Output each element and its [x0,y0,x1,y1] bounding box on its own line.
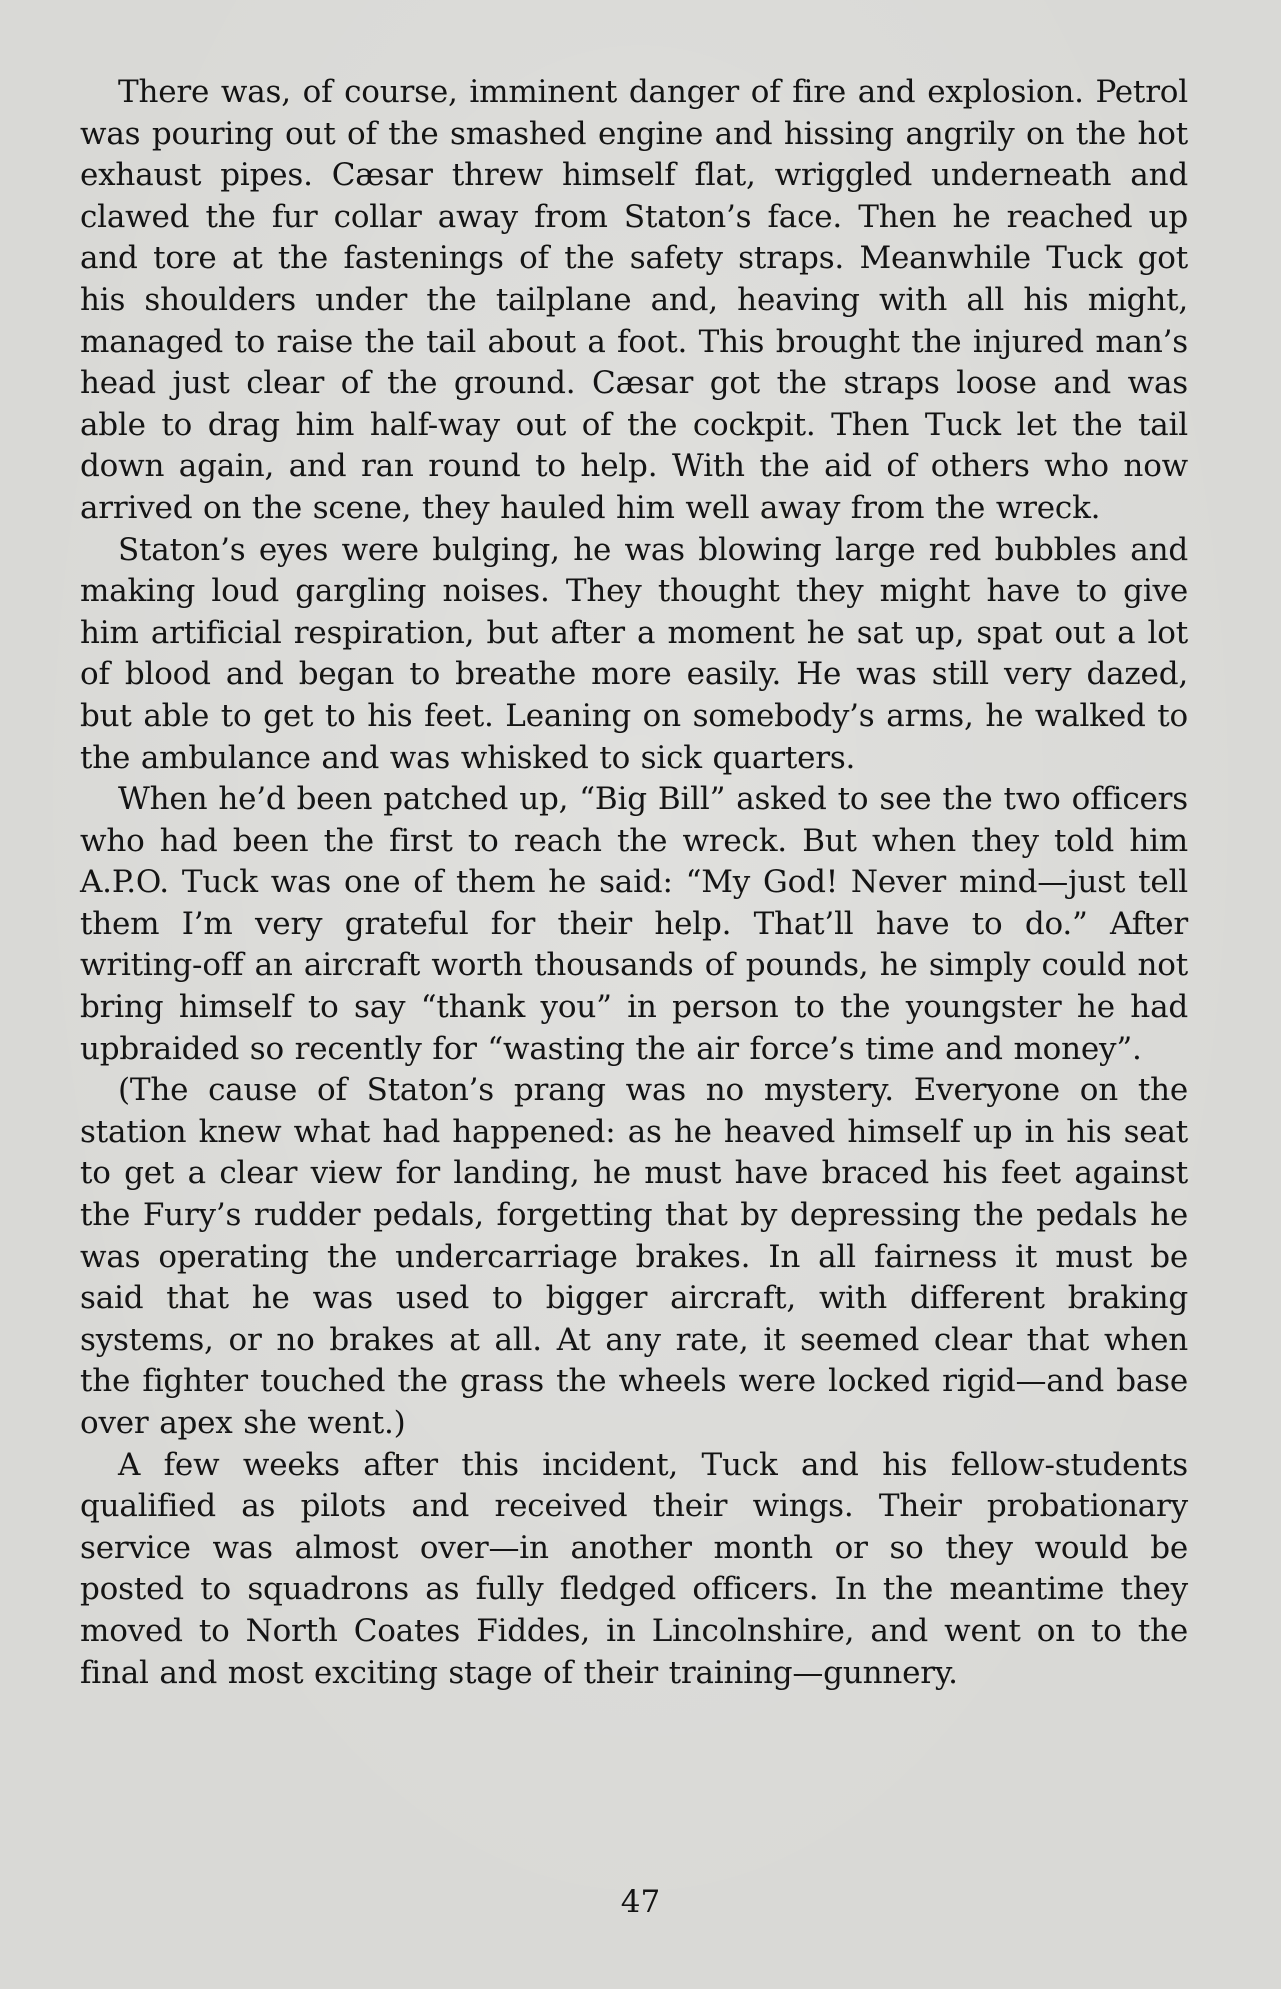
paragraph-2: Staton’s eyes were bulging, he was blowing large red bubbles and making loud gargling noises. They thought they might have to give him artificial respiration, but after a moment he sat up, spat out a lot of blood and began to breathe more easily. He was still very dazed, but able to get to his feet. Leaning on somebody’s arms, he walked to the ambulance and was whisked to sick quarters. [80,531,1188,776]
body-text [80,72,1188,1694]
page-number: 47 [620,1884,661,1920]
paragraph-4: (The cause of Staton’s prang was no mystery. Everyone on the station knew what had happened: as he heaved himself up in his seat to get a clear view for landing, he must have braced his feet against the Fury’s rudder pedals, forgetting that by depressing the pedals he was operating the undercarriage brakes. In all fairness it must be said that he was used to bigger aircraft, with different braking systems, or no brakes at all. At any rate, it seemed clear that when the fighter touched the grass the wheels were locked rigid—and base over apex she went.) [80,1072,1188,1441]
paragraph-3: When he’d been patched up, “Big Bill” asked to see the two officers who had been the first to reach the wreck. But when they told him A.P.O. Tuck was one of them he said: “My God! Never mind—just tell them I’m very grateful for their help. That’ll have to do.” After writing-off an aircraft worth thousands of pounds, he simply could not bring himself to say “thank you” in person to the youngster he had upbraided so recently for “wasting the air force’s time and money”. [80,781,1188,1067]
paragraph-5: A few weeks after this incident, Tuck and his fellow-students qualified as pilots and received their wings. Their probationary service was almost over—in another month or so they would be posted to squadrons as fully fledged officers. In the meantime they moved to North Coates Fiddes, in Lincolnshire, and went on to the final and most exciting stage of their training—gunnery. [80,1446,1188,1691]
paragraph-1: There was, of course, imminent danger of fire and explosion. Petrol was pouring out of the smashed engine and hissing angrily on the hot exhaust pipes. Cæsar threw himself flat, wriggled underneath and clawed the fur collar away from Staton’s face. Then he reached up and tore at the fastenings of the safety straps. Meanwhile Tuck got his shoulders under the tailplane and, heaving with all his might, managed to raise the tail about a foot. This brought the injured man’s head just clear of the ground. Cæsar got the straps loose and was able to drag him half-way out of the cockpit. Then Tuck let the tail down again, and ran round to help. With the aid of others who now arrived on the scene, they hauled him well away from the wreck. [80,74,1188,526]
